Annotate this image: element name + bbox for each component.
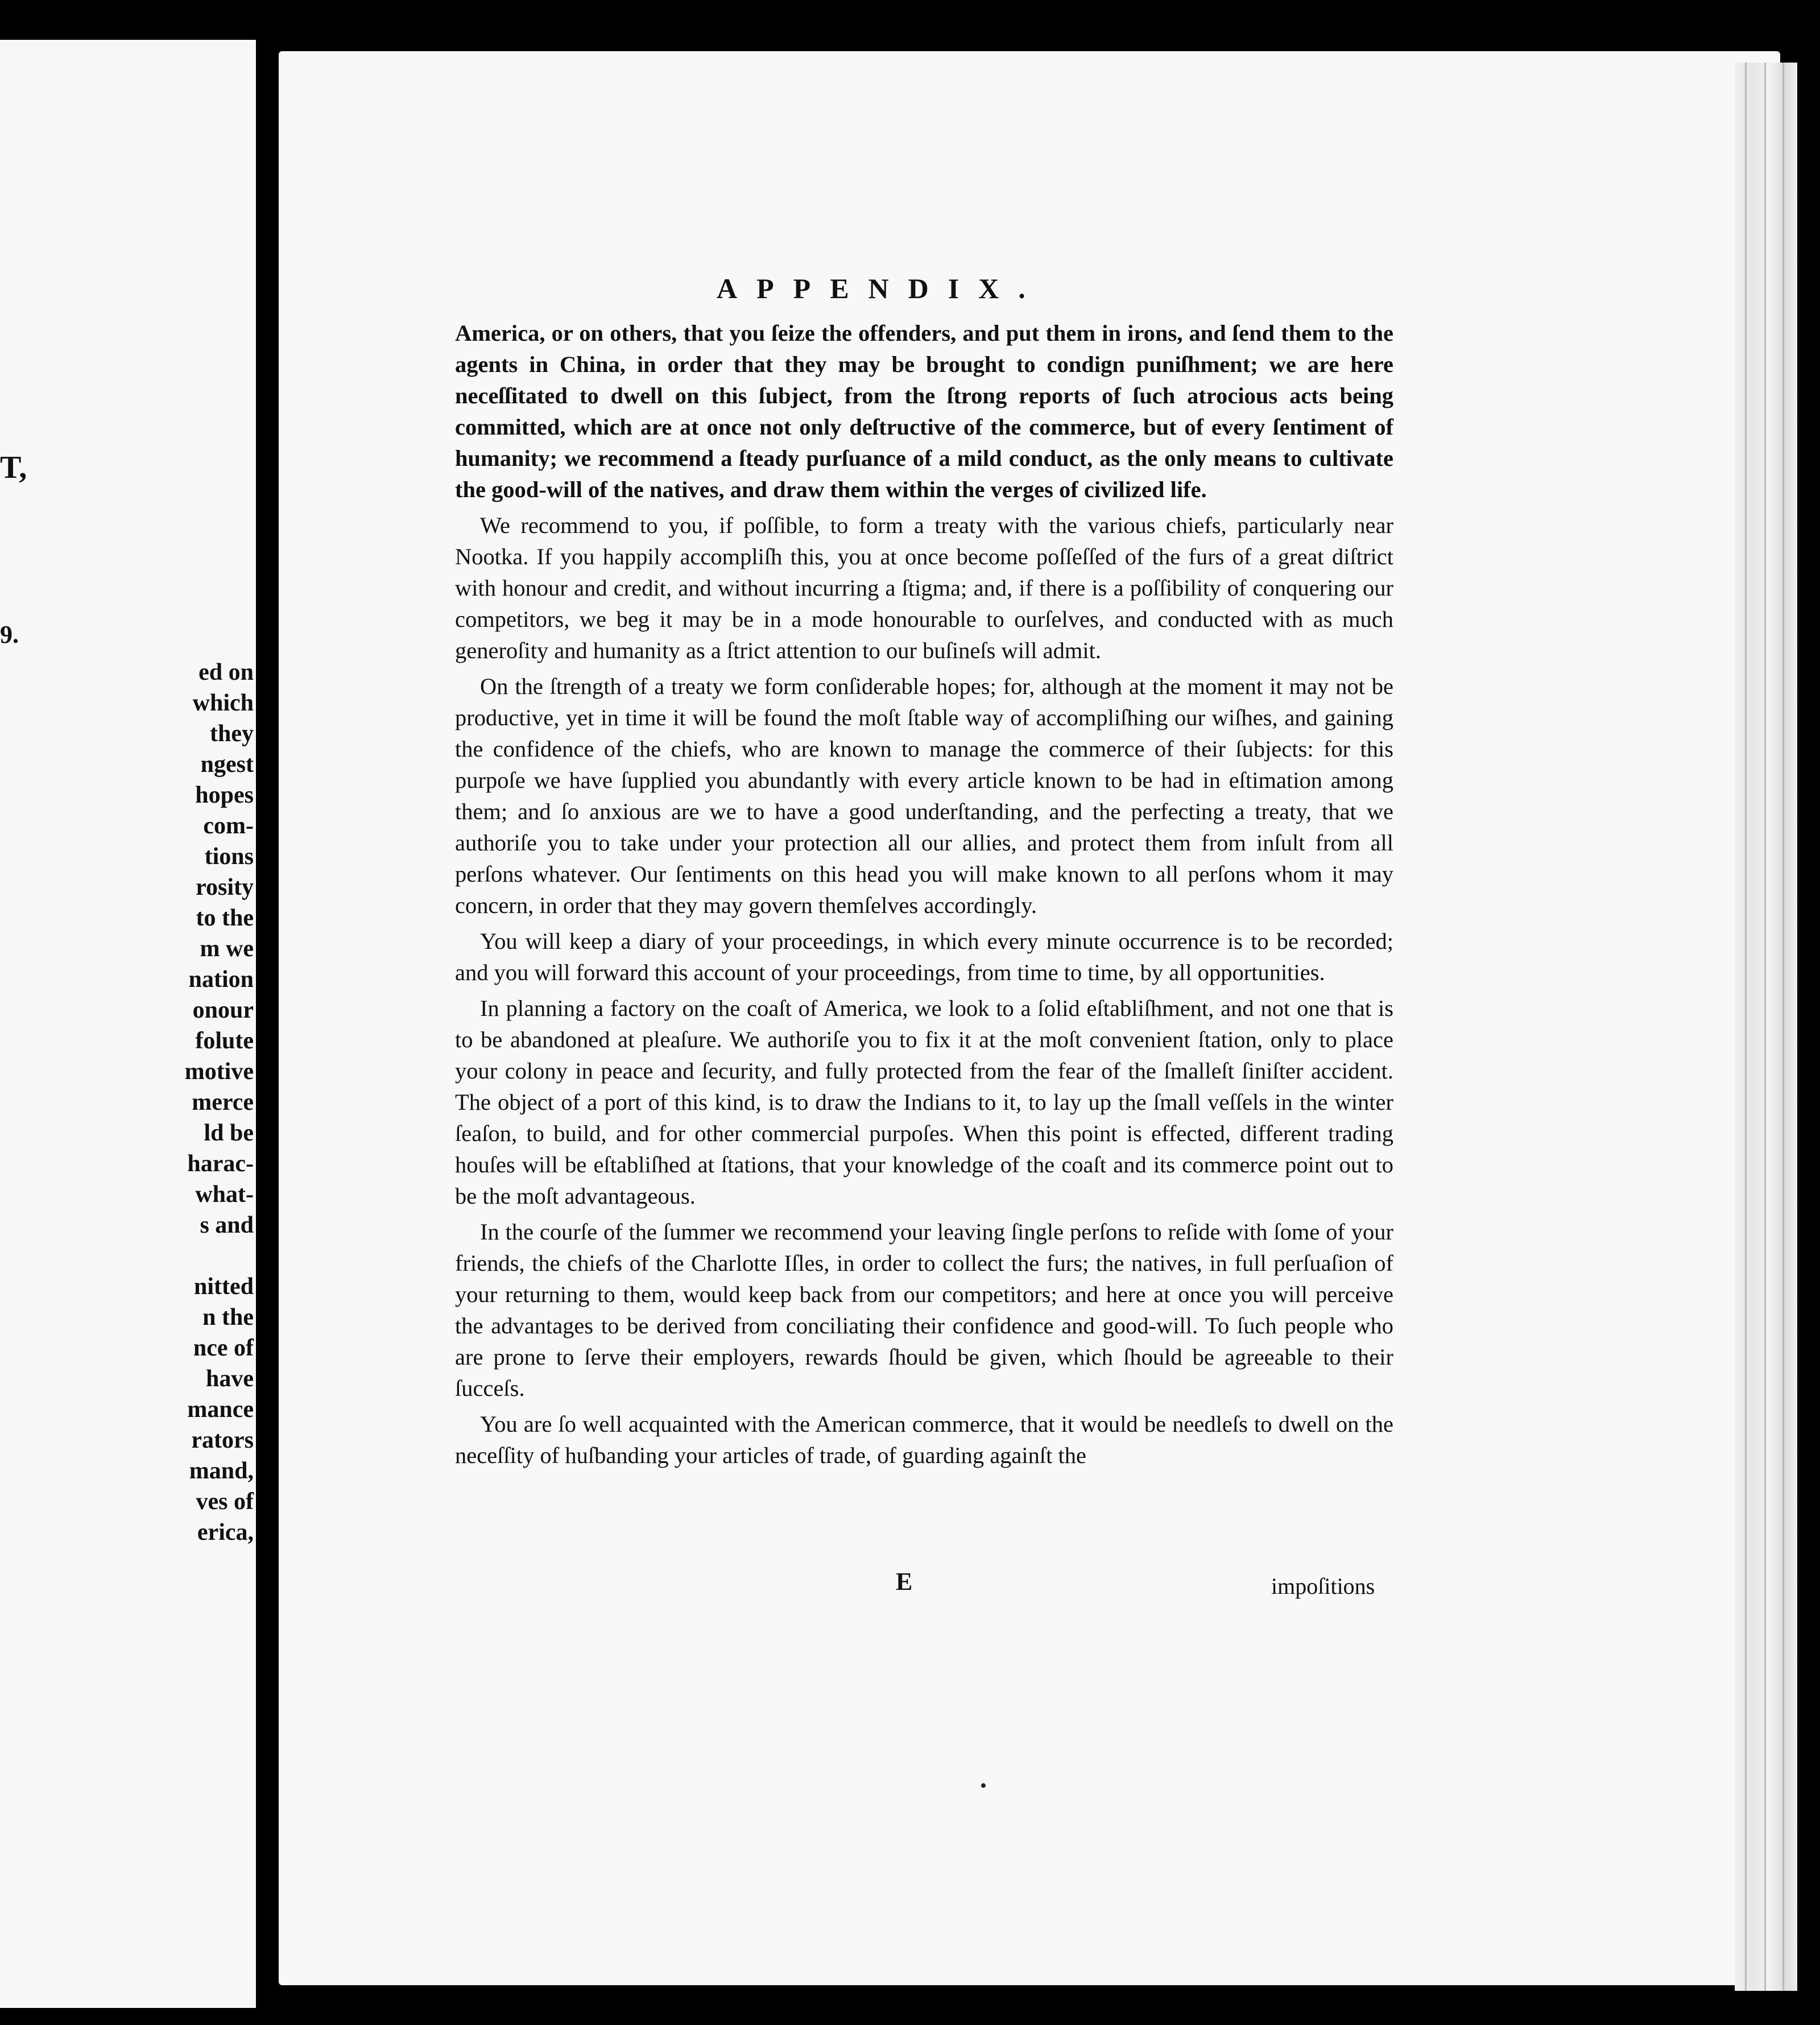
left-page-line-fragment: they — [210, 721, 254, 747]
left-page-line-fragment: tions — [204, 844, 254, 870]
paragraph: We recommend to you, if poſſible, to form a treaty with the various chiefs, particularly near Nootka. If you happily accompliſh this, you at once become poſſeſſed of the furs of a great diſtrict with honour and credit, and without incurring a ſtigma; and, if there is a poſſibility of conquering our competitors, we beg it may be in a mode honourable to ourſelves, and conducted with as much generoſity and humanity as a ſtrict attention to our buſineſs will admit. — [455, 513, 1393, 663]
left-page-line-fragment: mand, — [189, 1458, 254, 1484]
left-page-line-fragment: onour — [192, 997, 254, 1023]
left-page-line-fragment: hopes — [195, 782, 254, 808]
left-page-line-fragment: mance — [187, 1396, 254, 1423]
left-page-line-fragment: what- — [195, 1181, 254, 1208]
left-page-number-fragment: 9. — [0, 621, 19, 648]
left-page-line-fragment: com- — [203, 813, 254, 839]
left-page-line-fragment: to the — [196, 905, 254, 931]
left-page-line-fragment: ed on — [198, 659, 254, 685]
left-page-sliver — [0, 40, 256, 2008]
book-spine-gap — [256, 34, 279, 2025]
left-page-line-fragment: nitted — [194, 1274, 254, 1300]
left-page-line-fragment: harac- — [187, 1151, 254, 1177]
left-page-line-fragment: ves of — [196, 1489, 254, 1515]
catchword: impoſitions — [1271, 1573, 1375, 1599]
left-page-line-fragment: ld be — [204, 1120, 254, 1146]
left-page-line-fragment: n the — [202, 1304, 254, 1330]
paragraph: In the courſe of the ſummer we recommend your leaving ſingle perſons to reſide with ſome of your friends, the chiefs of the Charlotte Iſles, in order to collect the furs; the natives, in full perſuaſion of your returning to them, would keep back from our competitors; and here at once you will perceive the advantages to be derived from conciliating their confidence and good-will. To ſuch people who are prone to ſerve their employers, rewards ſhould be given, which ſhould be agreeable to their ſucceſs. — [455, 1219, 1393, 1401]
paragraph: On the ſtrength of a treaty we form conſiderable hopes; for, although at the moment it may not be productive, yet in time it will be found the moſt ſtable way of accompliſhing our wiſhes, and gaining the confidence of the chiefs, who are known to manage the commerce of their ſubjects: for this purpoſe we have ſupplied you abundantly with every article known to be had in eſtimation among them; and ſo anxious are we to have a good underſtanding, and the perfecting a treaty, that we authoriſe you to take under your protection all our allies, and protect them from inſult from all perſons whatever. Our ſentiments on this head you will make known to all perſons whom it may concern, in order that they may govern themſelves accordingly. — [455, 673, 1393, 918]
left-page-line-fragment: m we — [200, 936, 254, 962]
body-text — [455, 317, 1393, 1476]
left-page-line-fragment: have — [206, 1366, 254, 1392]
left-page-line-fragment: erica, — [197, 1519, 254, 1545]
left-page-line-fragment: s and — [200, 1212, 254, 1238]
paragraph: You are ſo well acquainted with the American commerce, that it would be needleſs to dwell on the neceſſity of huſbanding your articles of trade, of guarding againſt the — [455, 1411, 1393, 1468]
left-page-line-fragment: folute — [195, 1028, 254, 1054]
left-page-line-fragment: motive — [184, 1059, 254, 1085]
left-page-line-fragment: nce of — [193, 1335, 254, 1361]
page-header: APPENDIX. — [717, 272, 1045, 304]
paragraph: In planning a factory on the coaſt of America, we look to a ſolid eſtabliſhment, and not one that is to be abandoned at pleaſure. We authoriſe you to fix it at the moſt convenient ſtation, only to place your colony in peace and ſecurity, and fully protected from the fear of the ſmalleſt ſiniſter accident. The object of a port of this kind, is to draw the Indians to it, to lay up the ſmall veſſels in the winter ſeaſon, to build, and for other commercial purpoſes. When this point is effected, different trading houſes will be eſtabliſhed at ſtations, that your knowledge of the coaſt and its commerce point out to be the moſt advantageous. — [455, 995, 1393, 1209]
left-page-line-fragment: nation — [188, 966, 254, 993]
left-page-line-fragment: merce — [192, 1089, 254, 1115]
paragraph: You will keep a diary of your proceedings, in which every minute occurrence is to be recorded; and you will forward this account of your proceedings, from time to time, by all opportunities. — [455, 928, 1393, 985]
left-page-line-fragment: rosity — [196, 874, 254, 900]
page-edge — [1735, 63, 1797, 1991]
left-page-line-fragment: rators — [191, 1427, 254, 1453]
signature-mark: E — [896, 1568, 913, 1596]
left-page-header-fragment: T, — [0, 450, 27, 485]
left-page-line-fragment: which — [192, 690, 254, 716]
paragraph: America, or on others, that you ſeize the offenders, and put them in irons, and ſend them to the agents in China, in order that they may be brought to condign puniſhment; we are here neceſſitated to dwell on this ſubject, from the ſtrong reports of ſuch atrocious acts being committed, which are at once not only deſtructive of the commerce, but of every ſentiment of humanity; we recommend a ſteady purſuance of a mild conduct, as the only means to cultivate the good-will of the natives, and draw them within the verges of civilized life. — [455, 320, 1393, 502]
left-page-line-fragment: ngest — [200, 751, 254, 778]
ink-speck — [981, 1783, 986, 1788]
